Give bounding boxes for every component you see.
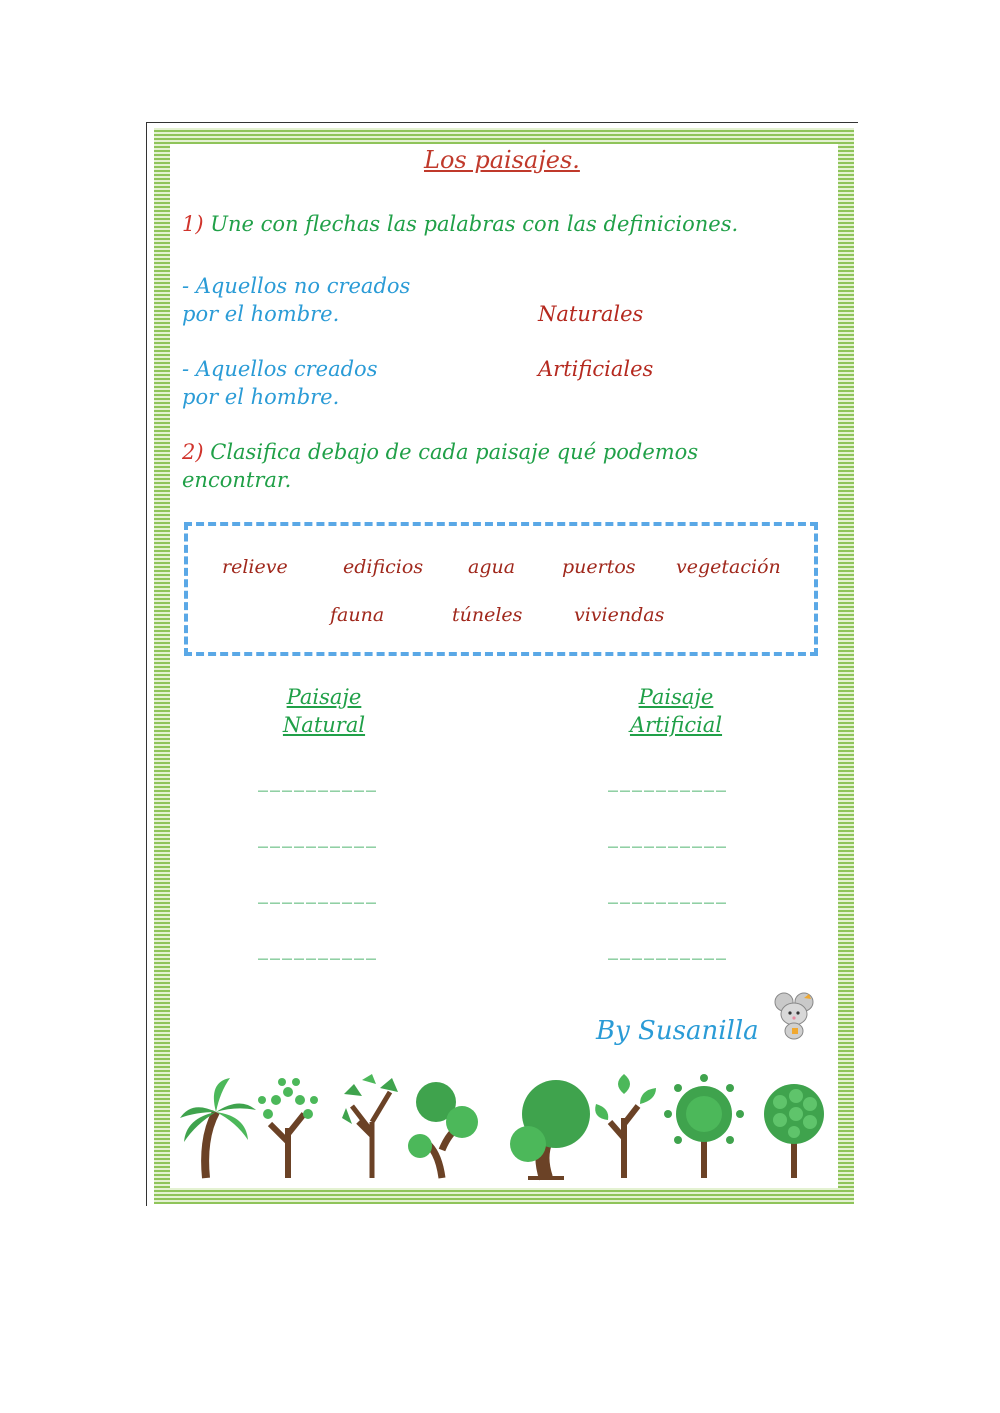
definition-1-line1: - Aquellos no creados [182, 274, 411, 298]
round-tree-icon [764, 1084, 824, 1178]
word-viviendas[interactable]: viviendas [574, 604, 665, 626]
definition-1-line2: por el hombre. [182, 302, 340, 326]
mouse-icon [770, 990, 818, 1042]
author-signature: By Susanilla [596, 1016, 759, 1046]
column-artificial-line1: Paisaje [638, 685, 714, 709]
answer-naturales: Naturales [538, 302, 644, 326]
big-swirl-tree-icon [510, 1080, 590, 1178]
natural-answer-blank[interactable]: __________ [258, 936, 378, 960]
word-puertos[interactable]: puertos [562, 556, 636, 578]
column-natural-line1: Paisaje [286, 685, 362, 709]
question-1-number: 1) [182, 212, 204, 236]
artificial-answer-blank[interactable]: __________ [608, 936, 728, 960]
natural-answer-blank[interactable]: __________ [258, 768, 378, 792]
artificial-answer-blank[interactable]: __________ [608, 824, 728, 848]
word-relieve[interactable]: relieve [222, 556, 288, 578]
dotted-tree-icon [258, 1078, 318, 1178]
word-vegetacion[interactable]: vegetación [676, 556, 781, 578]
page-edge-left [146, 122, 147, 1206]
question-2-number: 2) [182, 440, 204, 464]
question-1 [182, 212, 738, 236]
worksheet-title: Los paisajes. [424, 146, 580, 174]
question-2-line1 [182, 440, 698, 464]
palm-tree-icon [180, 1078, 256, 1178]
sprout-tree-icon [595, 1074, 656, 1178]
question-1-text: Une con flechas las palabras con las definiciones. [210, 212, 739, 236]
trees-decoration [176, 1074, 826, 1186]
definition-2-line2: por el hombre. [182, 385, 340, 409]
word-agua[interactable]: agua [468, 556, 516, 578]
word-tuneles[interactable]: túneles [452, 604, 523, 626]
natural-answer-blank[interactable]: __________ [258, 824, 378, 848]
question-2-text: Clasifica debajo de cada paisaje qué podemos [210, 440, 699, 464]
page-edge-top [146, 122, 858, 123]
natural-answer-blank[interactable]: __________ [258, 880, 378, 904]
artificial-answer-blank[interactable]: __________ [608, 880, 728, 904]
sun-tree-icon [664, 1074, 744, 1178]
word-edificios[interactable]: edificios [343, 556, 424, 578]
column-artificial-line2: Artificial [629, 713, 723, 737]
definition-2-line1: - Aquellos creados [182, 357, 378, 381]
answer-artificiales: Artificiales [538, 357, 654, 381]
column-natural-line2: Natural [282, 713, 366, 737]
artificial-answer-blank[interactable]: __________ [608, 768, 728, 792]
word-fauna[interactable]: fauna [330, 604, 385, 626]
question-2-line2: encontrar. [182, 468, 292, 492]
swirl-tree-icon [408, 1082, 478, 1178]
word-bank-box [184, 522, 818, 656]
leafy-branch-tree-icon [342, 1074, 398, 1178]
